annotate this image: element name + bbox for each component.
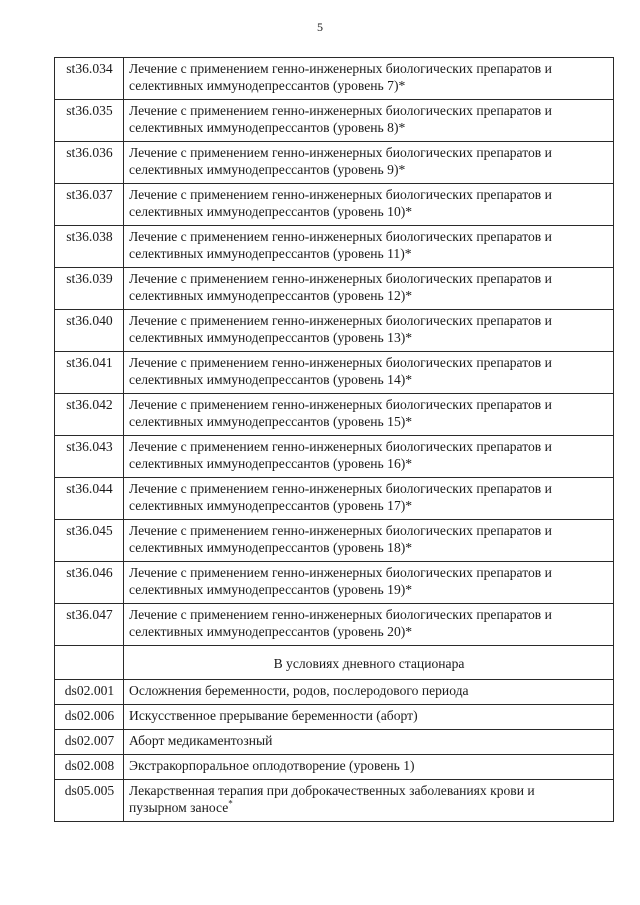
table-row [55,680,614,705]
row-description-line: Лечение с применением генно-инженерных биологических препаратов и [129,187,552,202]
row-description-line: пузырном заносе [129,800,229,815]
tariff-code-table [54,57,614,822]
row-code: st36.044 [55,478,124,520]
table-row [55,755,614,780]
row-description [124,226,614,268]
row-description-line: селективных иммунодепрессантов (уровень 20)* [129,624,413,639]
row-description-line: селективных иммунодепрессантов (уровень 10)* [129,204,413,219]
row-code: ds02.008 [55,755,124,780]
row-description [124,478,614,520]
row-description-line: Лечение с применением генно-инженерных биологических препаратов и [129,313,552,328]
row-description [124,58,614,100]
row-code: st36.036 [55,142,124,184]
row-code: ds05.005 [55,780,124,822]
table-row [55,142,614,184]
row-description: Экстракорпоральное оплодотворение (уровень 1) [124,755,614,780]
row-description: Аборт медикаментозный [124,730,614,755]
table-row [55,394,614,436]
row-description [124,394,614,436]
table-row [55,184,614,226]
row-code: ds02.001 [55,680,124,705]
row-description-line: Лечение с применением генно-инженерных биологических препаратов и [129,481,552,496]
row-description-line: селективных иммунодепрессантов (уровень 11)* [129,246,412,261]
row-description [124,352,614,394]
table-row [55,730,614,755]
row-description-line: селективных иммунодепрессантов (уровень 7)* [129,78,406,93]
row-description [124,268,614,310]
row-code: st36.047 [55,604,124,646]
table-row [55,780,614,822]
row-description: Осложнения беременности, родов, послеродового периода [124,680,614,705]
section-empty-cell [55,646,124,680]
table-row [55,268,614,310]
section-title: В условиях дневного стационара [124,646,614,680]
row-code: st36.045 [55,520,124,562]
table-row [55,352,614,394]
row-description-line: селективных иммунодепрессантов (уровень 8)* [129,120,406,135]
row-description-line: селективных иммунодепрессантов (уровень 14)* [129,372,413,387]
row-description-line: селективных иммунодепрессантов (уровень 16)* [129,456,413,471]
row-code: st36.040 [55,310,124,352]
row-description-line: селективных иммунодепрессантов (уровень 17)* [129,498,413,513]
row-code: st36.042 [55,394,124,436]
table-row [55,705,614,730]
table-row [55,604,614,646]
row-code: ds02.006 [55,705,124,730]
section-header-row [55,646,614,680]
row-description [124,310,614,352]
row-description-line: Лечение с применением генно-инженерных биологических препаратов и [129,607,552,622]
row-description-line: Лечение с применением генно-инженерных биологических препаратов и [129,355,552,370]
row-description [124,436,614,478]
row-code: st36.041 [55,352,124,394]
row-description-line: Лечение с применением генно-инженерных биологических препаратов и [129,523,552,538]
table-row [55,100,614,142]
row-description [124,562,614,604]
row-description [124,604,614,646]
row-code: st36.035 [55,100,124,142]
row-code: st36.034 [55,58,124,100]
footnote-mark: * [228,798,233,809]
table-row [55,478,614,520]
row-description-line: Лечение с применением генно-инженерных биологических препаратов и [129,439,552,454]
row-description-line: Лекарственная терапия при доброкачественных заболеваниях крови и [129,783,535,798]
row-description-line: Лечение с применением генно-инженерных биологических препаратов и [129,229,552,244]
row-description-line: Лечение с применением генно-инженерных биологических препаратов и [129,271,552,286]
row-description [124,142,614,184]
row-description-line: селективных иммунодепрессантов (уровень 15)* [129,414,413,429]
row-code: st36.037 [55,184,124,226]
row-description [124,184,614,226]
row-code: st36.038 [55,226,124,268]
row-code: st36.039 [55,268,124,310]
row-description-line: Лечение с применением генно-инженерных биологических препаратов и [129,565,552,580]
row-code: ds02.007 [55,730,124,755]
row-code: st36.043 [55,436,124,478]
table-row [55,436,614,478]
row-description-line: селективных иммунодепрессантов (уровень 19)* [129,582,413,597]
row-description: Искусственное прерывание беременности (аборт) [124,705,614,730]
table-row [55,58,614,100]
row-description [124,520,614,562]
row-description-line: Лечение с применением генно-инженерных биологических препаратов и [129,103,552,118]
row-description-line: селективных иммунодепрессантов (уровень 12)* [129,288,413,303]
table-row [55,520,614,562]
page-number: 5 [317,20,323,34]
table-row [55,310,614,352]
row-description-line: Лечение с применением генно-инженерных биологических препаратов и [129,61,552,76]
row-code: st36.046 [55,562,124,604]
row-description [124,100,614,142]
row-description-line: Лечение с применением генно-инженерных биологических препаратов и [129,397,552,412]
row-description [124,780,614,822]
row-description-line: Лечение с применением генно-инженерных биологических препаратов и [129,145,552,160]
row-description-line: селективных иммунодепрессантов (уровень 9)* [129,162,406,177]
row-description-line: селективных иммунодепрессантов (уровень 18)* [129,540,413,555]
row-description-line: селективных иммунодепрессантов (уровень 13)* [129,330,413,345]
table-row [55,226,614,268]
table-row [55,562,614,604]
